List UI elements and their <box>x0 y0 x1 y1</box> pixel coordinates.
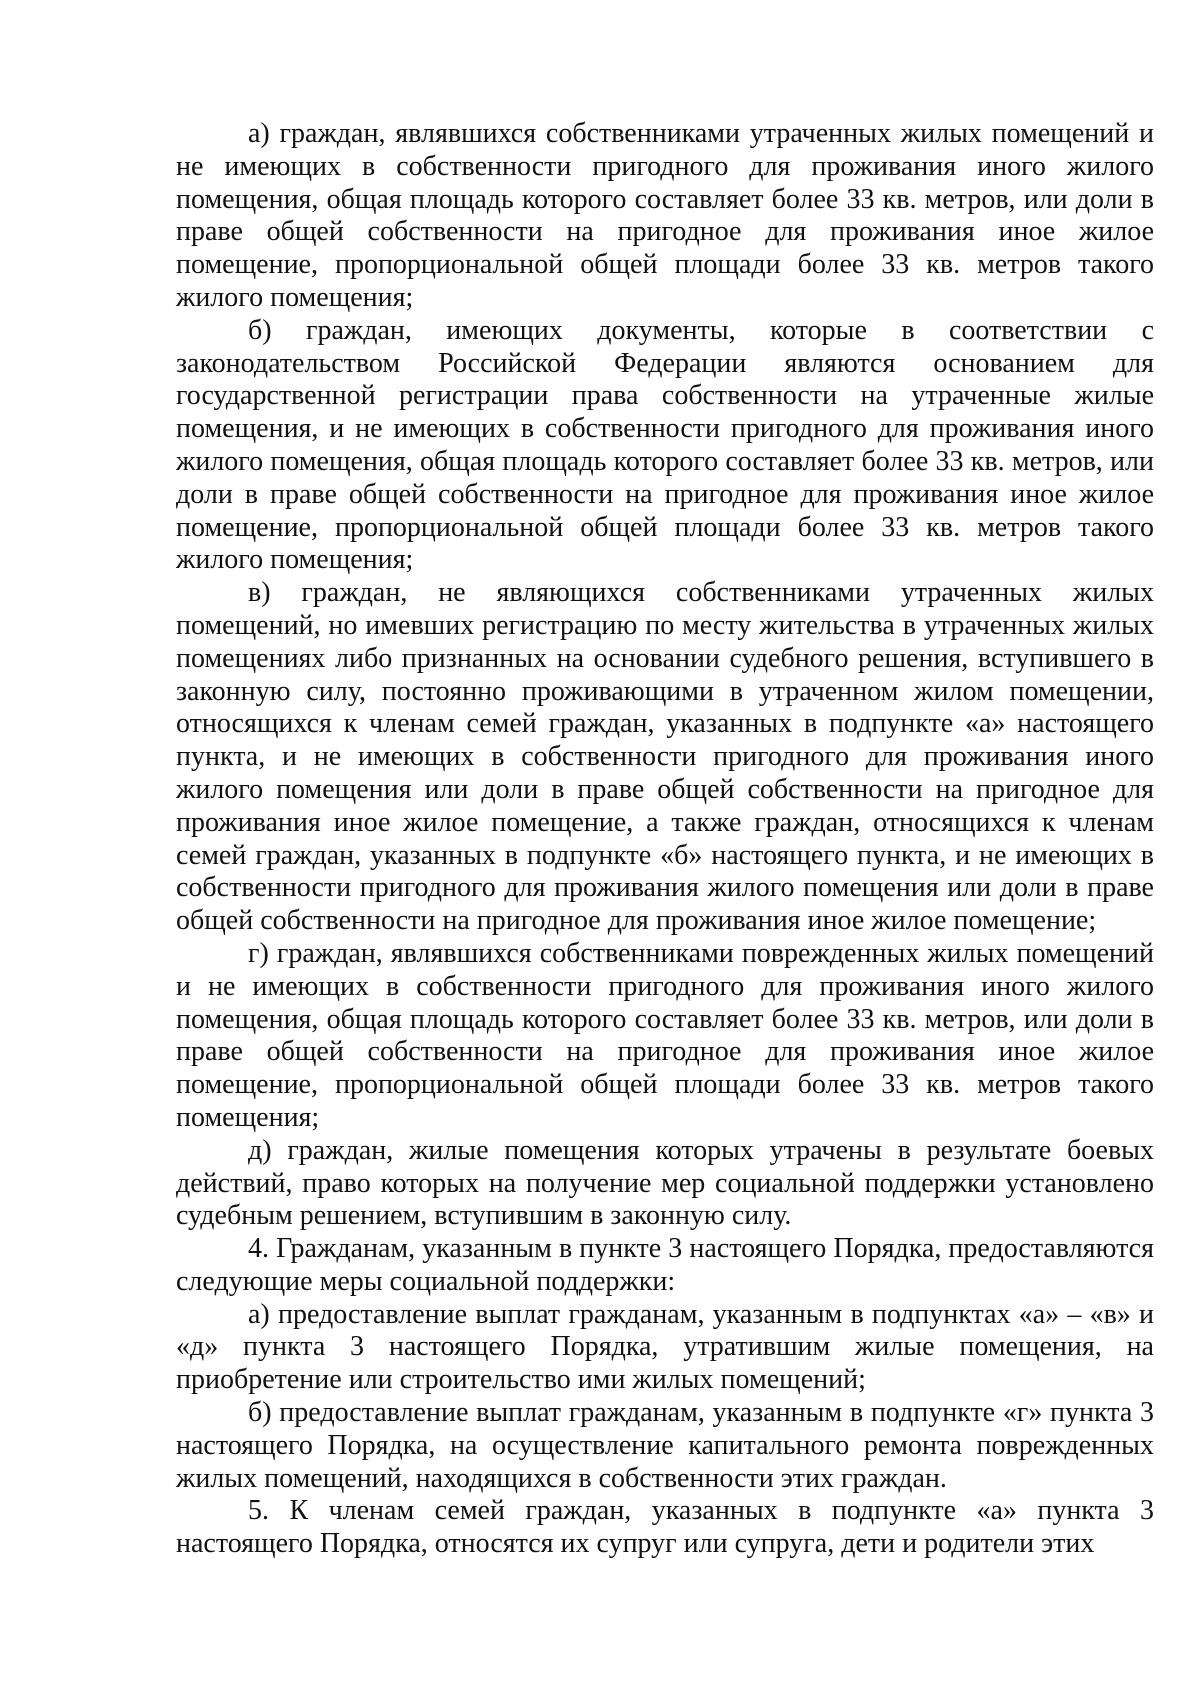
paragraph-5: 5. К членам семей граждан, указанных в подпункте «а» пункта 3 настоящего Порядка, относятся их супруг или супруга, дети и родители этих <box>176 1495 1154 1560</box>
document-page <box>176 118 1154 1561</box>
paragraph-4b: б) предоставление выплат гражданам, указанным в подпункте «г» пункта 3 настоящего Порядка, на осуществление капитального ремонта поврежденных жилых помещений, находящихся в собственности этих граждан. <box>176 1397 1154 1494</box>
paragraph-4: 4. Гражданам, указанным в пункте 3 настоящего Порядка, предоставляются следующие меры социальной поддержки: <box>176 1233 1154 1297</box>
paragraph-3v: в) граждан, не являющихся собственниками утраченных жилых помещений, но имевших регистрацию по месту жительства в утраченных жилых помещениях либо признанных на основании судебного решения, вступившего в законную силу, постоянно проживающими в утраченном жилом помещении, относящихся к членам семей граждан, указанных в подпункте «а» настоящего пункта, и не имеющих в собственности пригодного для проживания иного жилого помещения или доли в праве общей собственности на пригодное для проживания иное жилое помещение, а также граждан, относящихся к членам семей граждан, указанных в подпункте «б» настоящего пункта, и не имеющих в собственности пригодного для проживания жилого помещения или доли в праве общей собственности на пригодное для проживания иное жилое помещение; <box>176 577 1154 937</box>
paragraph-3b: б) граждан, имеющих документы, которые в соответствии с законодательством Российской Федерации являются основанием для государственной регистрации права собственности на утраченные жилые помещения, и не имеющих в собственности пригодного для проживания иного жилого помещения, общая площадь которого составляет более 33 кв. метров, или доли в праве общей собственности на пригодное для проживания иное жилое помещение, пропорциональной общей площади более 33 кв. метров такого жилого помещения; <box>176 314 1154 576</box>
paragraph-4a: а) предоставление выплат гражданам, указанным в подпунктах «а» – «в» и «д» пункта 3 настоящего Порядка, утратившим жилые помещения, на приобретение или строительство ими жилых помещений; <box>176 1298 1154 1396</box>
paragraph-3a: а) граждан, являвшихся собственниками утраченных жилых помещений и не имеющих в собственности пригодного для проживания иного жилого помещения, общая площадь которого составляет более 33 кв. метров, или доли в праве общей собственности на пригодное для проживания иное жилое помещение, пропорциональной общей площади более 33 кв. метров такого жилого помещения; <box>176 118 1154 313</box>
paragraph-3g: г) граждан, являвшихся собственниками поврежденных жилых помещений и не имеющих в собственности пригодного для проживания иного жилого помещения, общая площадь которого составляет более 33 кв. метров, или доли в праве общей собственности на пригодное для проживания иное жилое помещение, пропорциональной общей площади более 33 кв. метров такого помещения; <box>176 937 1154 1133</box>
paragraph-3d: д) граждан, жилые помещения которых утрачены в результате боевых действий, право которых на получение мер социальной поддержки установлено судебным решением, вступившим в законную силу. <box>176 1134 1154 1232</box>
